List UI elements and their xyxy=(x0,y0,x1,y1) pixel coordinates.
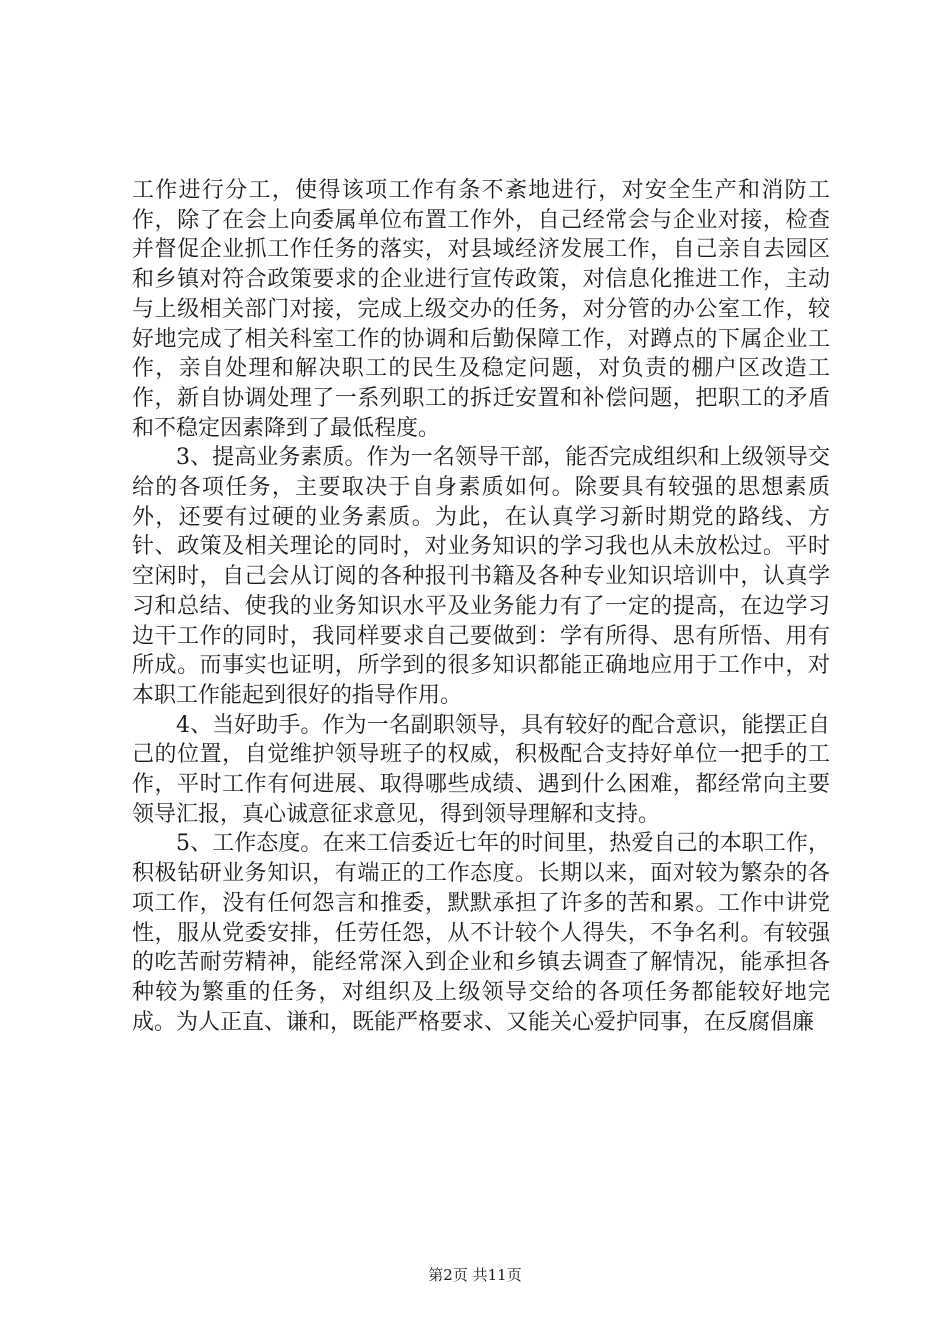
paragraph-work-attitude: 5、工作态度。在来工信委近七年的时间里，热爱自己的本职工作，积极钻研业务知识，有端正的工作态度。长期以来，面对较为繁杂的各项工作，没有任何怨言和推委，默默承担了许多的苦和累。工作中讲党性，服从党委安排，任劳任怨，从不计较个人得失，不争名利。有较强的吃苦耐劳精神，能经常深入到企业和乡镇去调查了解情况，能承担各种较为繁重的任务，对组织及上级领导交给的各项任务都能较好地完成。为人正直、谦和，既能严格要求、又能关心爱护同事，在反腐倡廉 xyxy=(132,831,830,1035)
paragraph-improve-business-quality: 3、提高业务素质。作为一名领导干部，能否完成组织和上级领导交给的各项任务，主要取决于自身素质如何。除要具有较强的思想素质外，还要有过硬的业务素质。为此，在认真学习新时期党的路线、方针、政策及相关理论的同时，对业务知识的学习我也从未放松过。平时空闲时，自己会从订阅的各种报刊书籍及各种专业知识培训中，认真学习和总结、使我的业务知识水平及业务能力有了一定的提高，在边学习边干工作的同时，我同样要求自己要做到：学有所得、思有所悟、用有所成。而事实也证明，所学到的很多知识都能正确地应用于工作中，对本职工作能起到很好的指导作用。 xyxy=(132,445,830,708)
document-body xyxy=(132,176,830,1037)
paragraph-continuation: 工作进行分工，使得该项工作有条不紊地进行，对安全生产和消防工作，除了在会上向委属单位布置工作外，自己经常会与企业对接，检查并督促企业抓工作任务的落实，对县域经济发展工作，自己亲自去园区和乡镇对符合政策要求的企业进行宣传政策，对信息化推进工作，主动与上级相关部门对接，完成上级交办的任务，对分管的办公室工作，较好地完成了相关科室工作的协调和后勤保障工作，对蹲点的下属企业工作，亲自处理和解决职工的民生及稳定问题，对负责的棚户区改造工作，新自协调处理了一系列职工的拆迁安置和补偿问题，把职工的矛盾和不稳定因素降到了最低程度。 xyxy=(132,178,830,441)
paragraph-good-assistant: 4、当好助手。作为一名副职领导，具有较好的配合意识，能摆正自己的位置，自觉维护领导班子的权威，积极配合支持好单位一把手的工作，平时工作有何进展、取得哪些成绩、遇到什么困难，都经常向主要领导汇报，真心诚意征求意见，得到领导理解和支持。 xyxy=(132,712,830,827)
page-footer: 第2页 共11页 xyxy=(428,1266,522,1284)
